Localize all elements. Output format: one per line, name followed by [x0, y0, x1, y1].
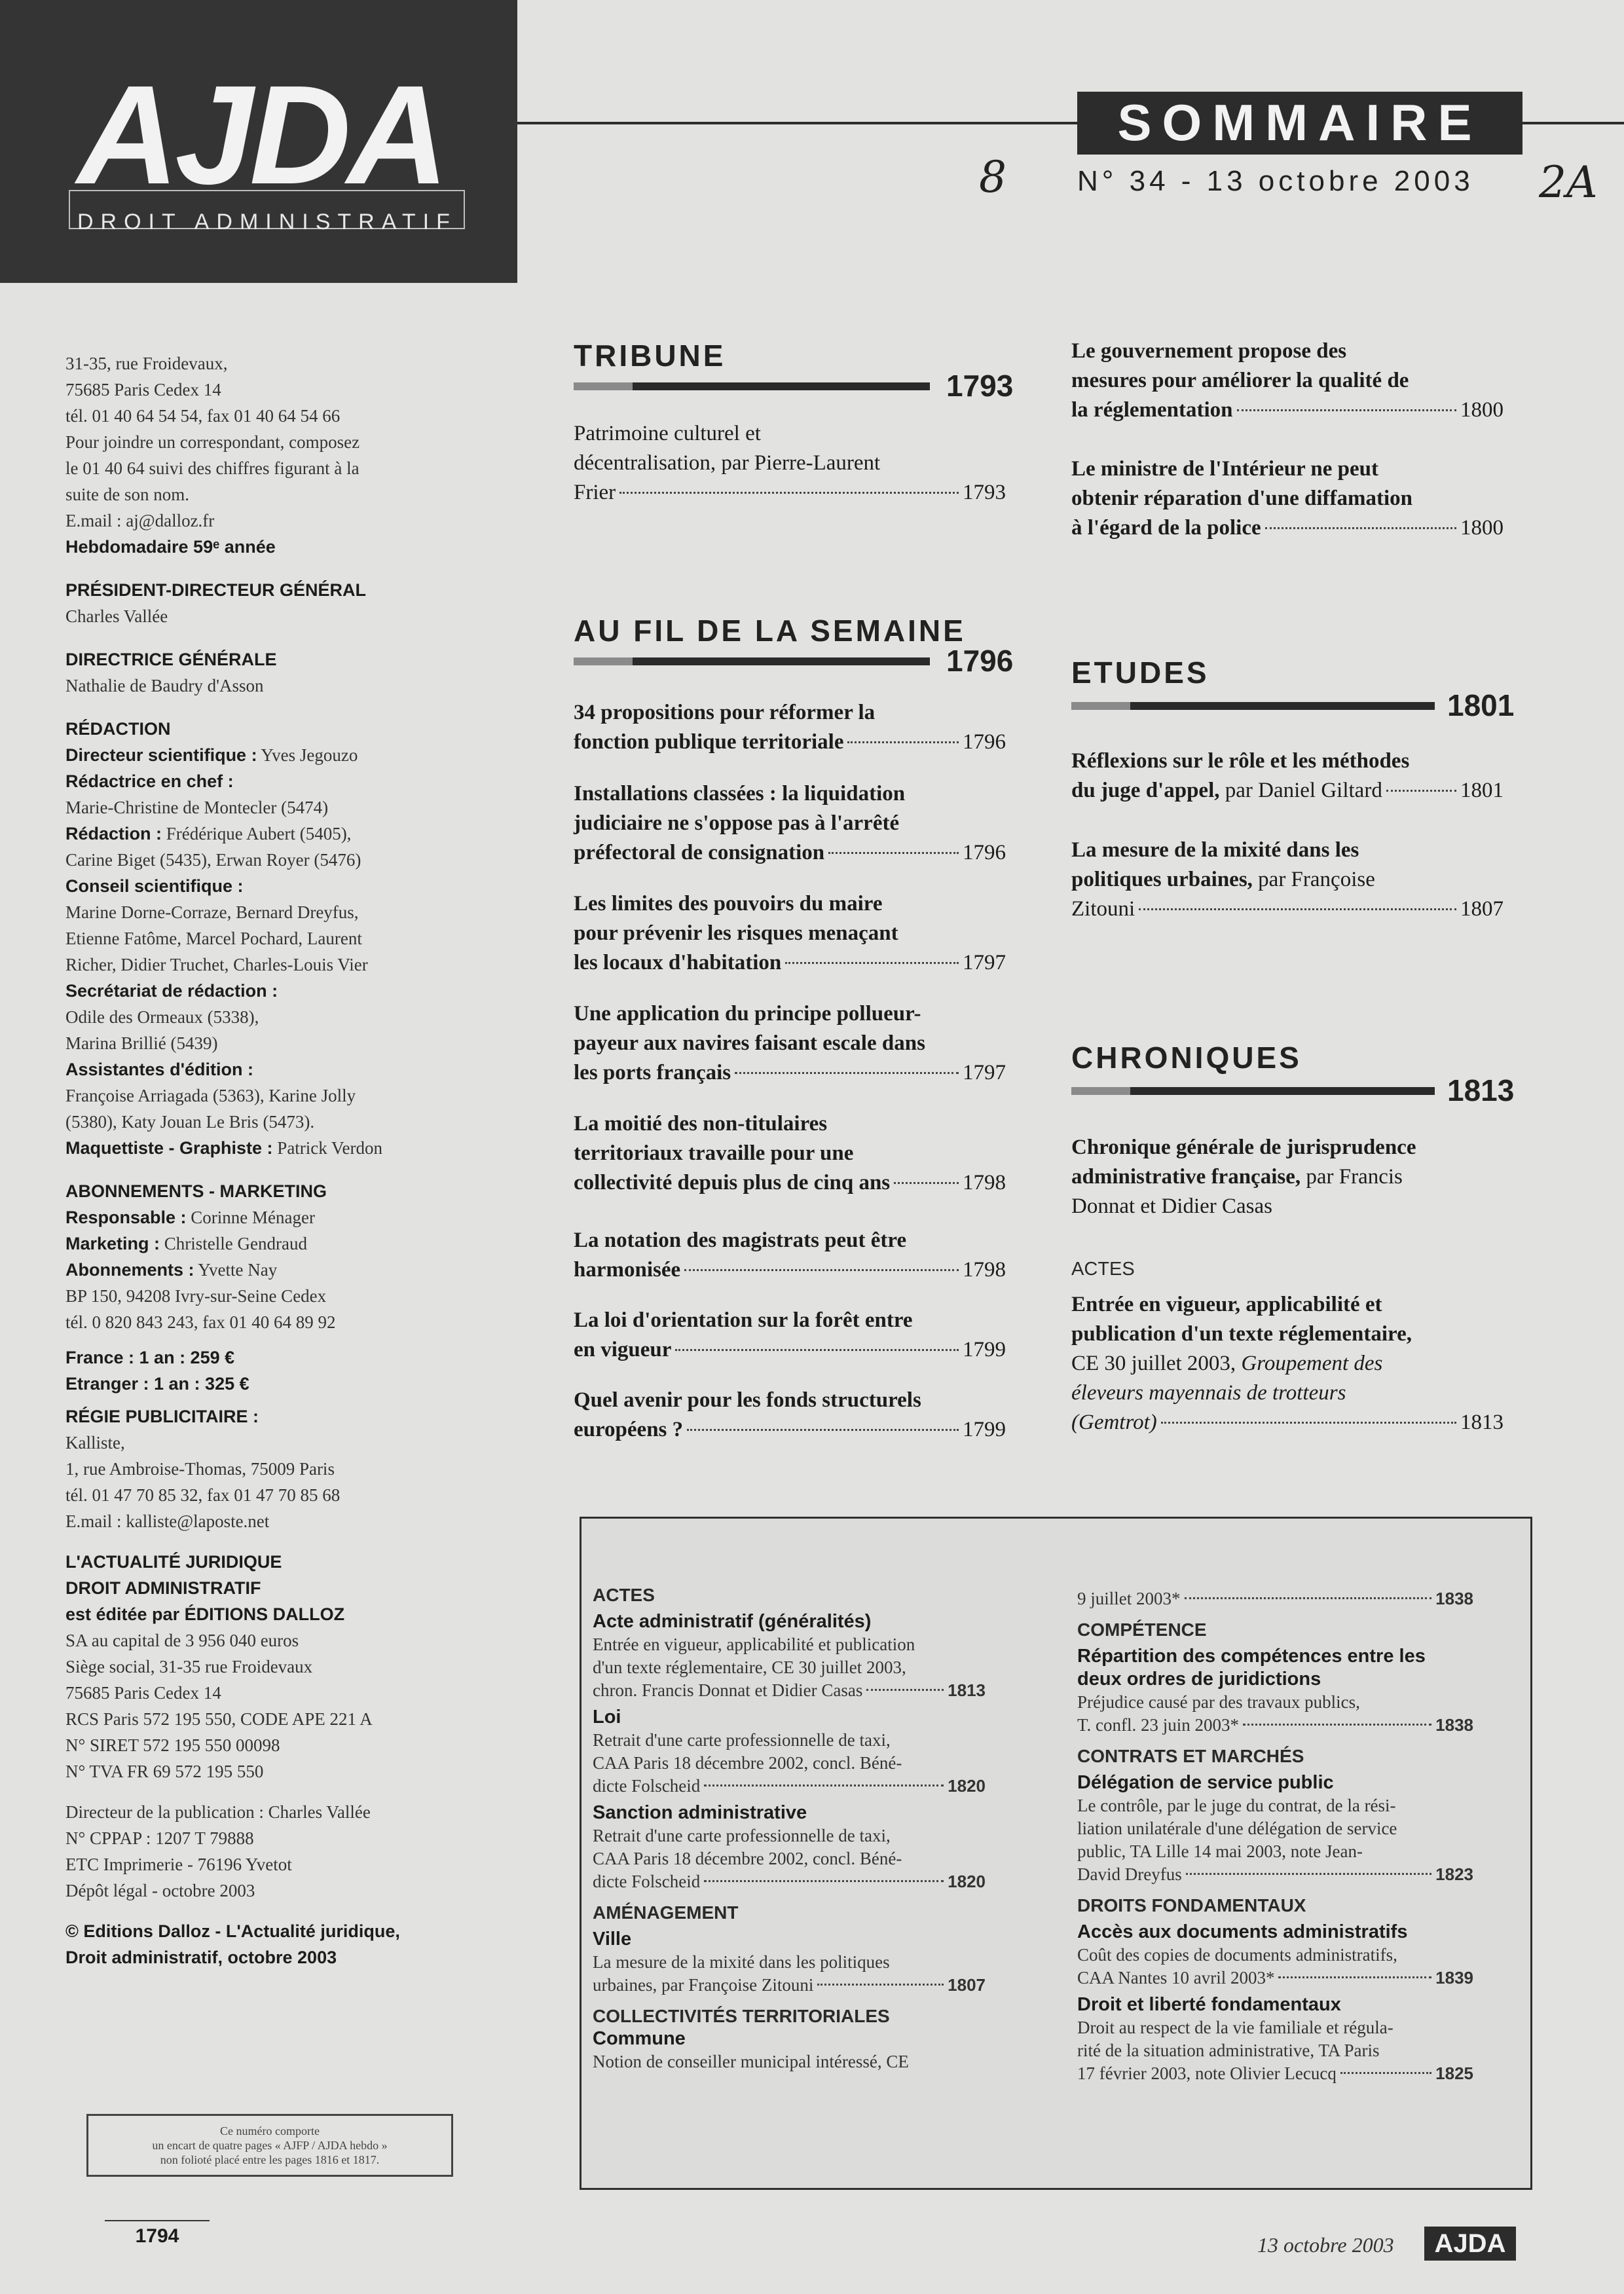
entry-line: en vigueur — [574, 1338, 672, 1361]
role-label: Maquettiste - Graphiste : — [65, 1138, 273, 1158]
entry-line: 34 propositions pour réformer la — [574, 701, 876, 724]
entry-line: Une application du principe pollueur- — [574, 1002, 921, 1026]
handwritten-note: 2A — [1539, 157, 1598, 208]
index-subject: Droit et liberté fondamentaux — [1077, 1994, 1341, 2015]
entry-page: 1800 — [1460, 516, 1504, 540]
address-line: BP 150, 94208 Ivry-sur-Seine Cedex — [65, 1286, 327, 1306]
entry-line: du juge d'appel, — [1071, 779, 1220, 802]
entry-line: européens ? — [574, 1418, 684, 1441]
section-rule — [1071, 1087, 1435, 1095]
index-line: CAA Paris 18 décembre 2002, concl. Béné- — [593, 1849, 902, 1868]
role-label: Conseil scientifique : — [65, 876, 244, 896]
entry-line: Entrée en vigueur, applicabilité et — [1071, 1293, 1382, 1316]
index-entry[interactable] — [1077, 1967, 1473, 1989]
copyright-line: © Editions Dalloz - L'Actualité juridique, — [65, 1921, 400, 1941]
director-line: N° CPPAP : 1207 T 79888 — [65, 1828, 254, 1848]
subsection-label: ACTES — [1071, 1259, 1135, 1280]
issue-number: N° 34 - 13 octobre 2003 — [1077, 165, 1474, 197]
index-entry[interactable] — [593, 1974, 986, 1997]
index-entry[interactable] — [1077, 1714, 1473, 1737]
index-line: Notion de conseiller municipal intéressé, CE — [593, 2052, 909, 2071]
index-line: liation unilatérale d'une délégation de service — [1077, 1819, 1397, 1838]
index-line: 17 février 2003, note Olivier Lecucq — [1077, 2063, 1337, 2083]
entry-line: territoriaux travaille pour une — [574, 1141, 854, 1165]
index-line: David Dreyfus — [1077, 1864, 1182, 1884]
company-line: N° TVA FR 69 572 195 550 — [65, 1762, 264, 1781]
price-france: France : 1 an : 259 € — [65, 1348, 235, 1367]
index-line: CAA Paris 18 décembre 2002, concl. Béné- — [593, 1753, 902, 1773]
index-entry[interactable] — [593, 1775, 986, 1798]
entry-line: Patrimoine culturel et — [574, 422, 761, 445]
index-entry[interactable] — [1077, 1863, 1473, 1886]
index-entry[interactable] — [1077, 1587, 1473, 1610]
entry-line: Frier — [574, 481, 616, 504]
entry-line: La loi d'orientation sur la forêt entre — [574, 1308, 913, 1332]
entry-page: 1798 — [963, 1171, 1006, 1194]
address-line: 75685 Paris Cedex 14 — [65, 380, 221, 399]
entry-author: par Daniel Giltard — [1219, 779, 1382, 802]
entry-line: Chronique générale de jurisprudence — [1071, 1136, 1416, 1159]
index-subject: Délégation de service public — [1077, 1772, 1334, 1793]
company-line: RCS Paris 572 195 550, CODE APE 221 A — [65, 1709, 373, 1729]
entry-line: politiques urbaines, — [1071, 868, 1253, 891]
toc-entry[interactable] — [574, 1386, 1006, 1445]
index-entry[interactable] — [1077, 2062, 1473, 2085]
address-line: suite de son nom. — [65, 485, 189, 504]
entry-page: 1793 — [963, 481, 1006, 504]
role-label: Directeur scientifique : — [65, 745, 257, 765]
address-line: tél. 0 820 843 243, fax 01 40 64 89 92 — [65, 1312, 336, 1332]
index-line: rité de la situation administrative, TA Paris — [1077, 2041, 1380, 2060]
insert-notice — [86, 2114, 453, 2177]
entry-line: La moitié des non-titulaires — [574, 1112, 828, 1136]
entry-author: par Pierre-Laurent — [716, 451, 881, 475]
toc-entry[interactable] — [1071, 454, 1504, 543]
pdg-name: Charles Vallée — [65, 606, 168, 626]
pdg-heading: PRÉSIDENT-DIRECTEUR GÉNÉRAL — [65, 580, 367, 600]
section-page: 1801 — [1447, 688, 1515, 722]
entry-line: Groupement des — [1241, 1352, 1383, 1375]
toc-entry[interactable] — [574, 779, 1006, 868]
entry-line: Installations classées : la liquidation — [574, 782, 906, 805]
section-title-etudes: ETUDES — [1071, 656, 1209, 690]
entry-line: collectivité depuis plus de cinq ans — [574, 1171, 891, 1194]
section-rule — [574, 657, 930, 665]
credits-column — [65, 350, 458, 1970]
toc-entry[interactable] — [574, 1226, 1006, 1285]
publisher-line: L'ACTUALITÉ JURIDIQUE — [65, 1552, 282, 1572]
entry-line: harmonisée — [574, 1258, 681, 1282]
copyright-line: Droit administratif, octobre 2003 — [65, 1948, 337, 1967]
section-page: 1813 — [1447, 1073, 1515, 1107]
role-name: Etienne Fatôme, Marcel Pochard, Laurent — [65, 929, 362, 948]
role-label: Marketing : — [65, 1234, 160, 1253]
entry-line: CE 30 juillet 2003, — [1071, 1352, 1242, 1375]
journal-logo: AJDA — [77, 56, 445, 213]
toc-entry[interactable] — [1071, 1290, 1504, 1437]
role-label: Responsable : — [65, 1208, 187, 1227]
index-page: 1838 — [1435, 1589, 1473, 1608]
index-subject: Loi — [593, 1707, 621, 1728]
redaction-heading: RÉDACTION — [65, 719, 171, 739]
entry-line: payeur aux navires faisant escale dans — [574, 1031, 925, 1055]
index-line: dicte Folscheid — [593, 1776, 701, 1796]
index-subject: Répartition des compétences entre les deux ordres de juridictions — [1077, 1646, 1426, 1690]
index-subject: Acte administratif (généralités) — [593, 1611, 872, 1632]
entry-page: 1796 — [963, 841, 1006, 864]
notice-line: non folioté placé entre les pages 1816 et 1817. — [160, 2153, 380, 2166]
director-line: Directeur de la publication : Charles Vallée — [65, 1802, 371, 1822]
index-line: 9 juillet 2003* — [1077, 1589, 1181, 1608]
entry-page: 1813 — [1460, 1411, 1504, 1434]
index-category: AMÉNAGEMENT — [593, 1902, 739, 1923]
role-label: Assistantes d'édition : — [65, 1060, 253, 1079]
entry-line: la réglementation — [1071, 398, 1233, 422]
entry-page: 1799 — [963, 1338, 1006, 1361]
role-name: Patrick Verdon — [272, 1138, 383, 1158]
company-line: N° SIRET 572 195 550 00098 — [65, 1735, 280, 1755]
role-name: Yves Jegouzo — [257, 745, 358, 765]
index-line: Préjudice causé par des travaux publics, — [1077, 1692, 1360, 1712]
entry-page: 1800 — [1460, 398, 1504, 422]
footer-date: 13 octobre 2003 — [1257, 2233, 1394, 2257]
price-foreign: Etranger : 1 an : 325 € — [65, 1374, 249, 1394]
role-label: Rédactrice en chef : — [65, 771, 234, 791]
role-name: Carine Biget (5435), Erwan Royer (5476) — [65, 850, 361, 870]
entry-page: 1797 — [963, 1061, 1006, 1084]
entry-page: 1796 — [963, 730, 1006, 754]
section-rule — [1071, 702, 1435, 710]
regie-heading: RÉGIE PUBLICITAIRE : — [65, 1407, 259, 1426]
role-name: Françoise Arriagada (5363), Karine Jolly — [65, 1086, 356, 1105]
index-page: 1813 — [948, 1680, 986, 1700]
index-line: d'un texte réglementaire, CE 30 juillet 2003, — [593, 1657, 906, 1677]
director-line: Dépôt légal - octobre 2003 — [65, 1881, 255, 1900]
section-title-chroniques: CHRONIQUES — [1071, 1041, 1302, 1075]
address-line: Pour joindre un correspondant, composez — [65, 432, 360, 452]
index-column-right — [1077, 1587, 1473, 2085]
role-name: Frédérique Aubert (5405), — [162, 824, 352, 843]
index-page: 1838 — [1435, 1715, 1473, 1735]
index-line: Coût des copies de documents administratifs, — [1077, 1945, 1397, 1965]
role-name: Odile des Ormeaux (5338), — [65, 1007, 259, 1027]
entry-line: La mesure de la mixité dans les — [1071, 838, 1359, 862]
toc-entry[interactable] — [574, 1109, 1006, 1198]
address-line: le 01 40 64 suivi des chiffres figurant à la — [65, 458, 360, 478]
index-entry[interactable] — [593, 1679, 986, 1702]
index-line: Le contrôle, par le juge du contrat, de la rési- — [1077, 1796, 1396, 1815]
index-line: Entrée en vigueur, applicabilité et publication — [593, 1635, 915, 1654]
address-line: 1, rue Ambroise-Thomas, 75009 Paris — [65, 1459, 335, 1479]
role-name: (5380), Katy Jouan Le Bris (5473). — [65, 1112, 315, 1132]
section-rule — [574, 382, 930, 390]
role-name: Marina Brillié (5439) — [65, 1033, 218, 1053]
entry-page: 1799 — [963, 1418, 1006, 1441]
entry-line: Le gouvernement propose des — [1071, 339, 1347, 363]
email-line: E.mail : aj@dalloz.fr — [65, 511, 215, 530]
director-line: ETC Imprimerie - 76196 Yvetot — [65, 1855, 292, 1874]
address-line: 31-35, rue Froidevaux, — [65, 354, 228, 373]
entry-line: fonction publique territoriale — [574, 730, 844, 754]
index-line: La mesure de la mixité dans les politiques — [593, 1952, 890, 1972]
index-page: 1839 — [1435, 1968, 1473, 1988]
index-column-left — [593, 1583, 986, 2073]
address-line: tél. 01 40 64 54 54, fax 01 40 64 54 66 — [65, 406, 341, 426]
journal-subtitle: DROIT ADMINISTRATIF — [77, 210, 457, 234]
role-label: Abonnements : — [65, 1260, 194, 1280]
dg-heading: DIRECTRICE GÉNÉRALE — [65, 650, 277, 669]
role-name: Marine Dorne-Corraze, Bernard Dreyfus, — [65, 902, 359, 922]
footer-logo: AJDA — [1424, 2227, 1516, 2261]
company-line: 75685 Paris Cedex 14 — [65, 1683, 221, 1703]
entry-line: à l'égard de la police — [1071, 516, 1261, 540]
company-line: SA au capital de 3 956 040 euros — [65, 1631, 299, 1650]
entry-line: décentralisation, — [574, 451, 716, 475]
entry-page: 1807 — [1460, 897, 1504, 921]
address-line: Kalliste, — [65, 1433, 125, 1452]
toc-entry[interactable] — [1071, 337, 1504, 425]
entry-page: 1798 — [963, 1258, 1006, 1282]
entry-author: par Francis — [1301, 1165, 1403, 1189]
entry-line: Les limites des pouvoirs du maire — [574, 892, 883, 916]
index-page: 1823 — [1435, 1864, 1473, 1884]
abonnements-heading: ABONNEMENTS - MARKETING — [65, 1181, 327, 1201]
address-line: tél. 01 47 70 85 32, fax 01 47 70 85 68 — [65, 1485, 341, 1505]
entry-page: 1797 — [963, 951, 1006, 974]
role-label: Secrétariat de rédaction : — [65, 981, 278, 1001]
index-subject: Commune — [593, 2028, 686, 2049]
index-line: Droit au respect de la vie familiale et régula- — [1077, 2018, 1393, 2037]
role-name: Corinne Ménager — [186, 1208, 315, 1227]
notice-line: Ce numéro comporte — [220, 2124, 320, 2137]
toc-entry[interactable] — [574, 419, 1006, 508]
entry-line: Zitouni — [1071, 897, 1135, 921]
entry-page: 1801 — [1460, 779, 1504, 802]
company-line: Siège social, 31-35 rue Froidevaux — [65, 1657, 313, 1676]
index-line: dicte Folscheid — [593, 1872, 701, 1891]
page-number: 1794 — [105, 2220, 210, 2248]
index-entry[interactable] — [593, 1870, 986, 1893]
entry-line: Quel avenir pour les fonds structurels — [574, 1388, 921, 1412]
index-category: COMPÉTENCE — [1077, 1619, 1207, 1640]
toc-entry[interactable] — [574, 698, 1006, 757]
section-page: 1796 — [946, 644, 1014, 678]
index-page: 1820 — [948, 1776, 986, 1796]
weekly-label: Hebdomadaire 59ᵉ année — [65, 537, 276, 557]
toc-entry[interactable] — [1071, 1133, 1504, 1221]
index-category: ACTES — [593, 1585, 655, 1605]
index-line: public, TA Lille 14 mai 2003, note Jean- — [1077, 1841, 1363, 1861]
toc-entry[interactable] — [1071, 747, 1504, 805]
entry-line: Le ministre de l'Intérieur ne peut — [1071, 457, 1378, 481]
entry-line: obtenir réparation d'une diffamation — [1071, 487, 1412, 510]
entry-line: (Gemtrot) — [1071, 1411, 1157, 1434]
handwritten-note: 8 — [979, 152, 1006, 202]
section-title-semaine: AU FIL DE LA SEMAINE — [574, 614, 966, 648]
entry-line: judiciaire ne s'oppose pas à l'arrêté — [574, 811, 900, 835]
index-page: 1807 — [948, 1975, 986, 1995]
entry-line: mesures pour améliorer la qualité de — [1071, 369, 1409, 392]
role-label: Rédaction : — [65, 824, 162, 843]
section-page: 1793 — [946, 369, 1014, 403]
dg-name: Nathalie de Baudry d'Asson — [65, 676, 264, 695]
section-title-tribune: TRIBUNE — [574, 339, 726, 373]
entry-line: préfectoral de consignation — [574, 841, 825, 864]
entry-line: publication d'un texte réglementaire, — [1071, 1322, 1412, 1346]
index-line: Retrait d'une carte professionnelle de taxi, — [593, 1730, 891, 1750]
role-name: Yvette Nay — [194, 1260, 278, 1280]
publisher-line: est éditée par ÉDITIONS DALLOZ — [65, 1604, 345, 1624]
role-name: Christelle Gendraud — [160, 1234, 307, 1253]
publisher-line: DROIT ADMINISTRATIF — [65, 1578, 261, 1598]
index-line: chron. Francis Donnat et Didier Casas — [593, 1680, 863, 1700]
toc-entry[interactable] — [574, 999, 1006, 1088]
index-line: Retrait d'une carte professionnelle de taxi, — [593, 1826, 891, 1845]
index-subject: Accès aux documents administratifs — [1077, 1921, 1408, 1942]
notice-line: un encart de quatre pages « AJFP / AJDA hebdo » — [152, 2139, 388, 2152]
entry-line: La notation des magistrats peut être — [574, 1229, 907, 1252]
role-name: Richer, Didier Truchet, Charles-Louis Vier — [65, 955, 368, 974]
index-line: urbaines, par Françoise Zitouni — [593, 1975, 814, 1995]
page-title: SOMMAIRE — [1117, 94, 1483, 151]
entry-line: les locaux d'habitation — [574, 951, 782, 974]
index-line: CAA Nantes 10 avril 2003* — [1077, 1968, 1275, 1988]
entry-line: Réflexions sur le rôle et les méthodes — [1071, 749, 1410, 773]
role-name: Marie-Christine de Montecler (5474) — [65, 798, 329, 817]
index-category: DROITS FONDAMENTAUX — [1077, 1895, 1306, 1915]
toc-entry[interactable] — [1071, 836, 1504, 924]
toc-entry[interactable] — [574, 1306, 1006, 1365]
index-page: 1825 — [1435, 2063, 1473, 2083]
email-line: E.mail : kalliste@laposte.net — [65, 1511, 270, 1531]
index-line: T. confl. 23 juin 2003* — [1077, 1715, 1239, 1735]
index-page: 1820 — [948, 1872, 986, 1891]
entry-line: Donnat et Didier Casas — [1071, 1194, 1273, 1218]
entry-line: pour prévenir les risques menaçant — [574, 921, 898, 945]
index-category: CONTRATS ET MARCHÉS — [1077, 1746, 1304, 1766]
toc-entry[interactable] — [574, 889, 1006, 978]
index-category: COLLECTIVITÉS TERRITORIALES — [593, 2006, 890, 2026]
entry-author: par Françoise — [1252, 868, 1375, 891]
index-subject: Ville — [593, 1929, 632, 1950]
entry-line: administrative française, — [1071, 1165, 1301, 1189]
entry-line: les ports français — [574, 1061, 731, 1084]
index-subject: Sanction administrative — [593, 1802, 807, 1823]
entry-line: éleveurs mayennais de trotteurs — [1071, 1381, 1346, 1405]
